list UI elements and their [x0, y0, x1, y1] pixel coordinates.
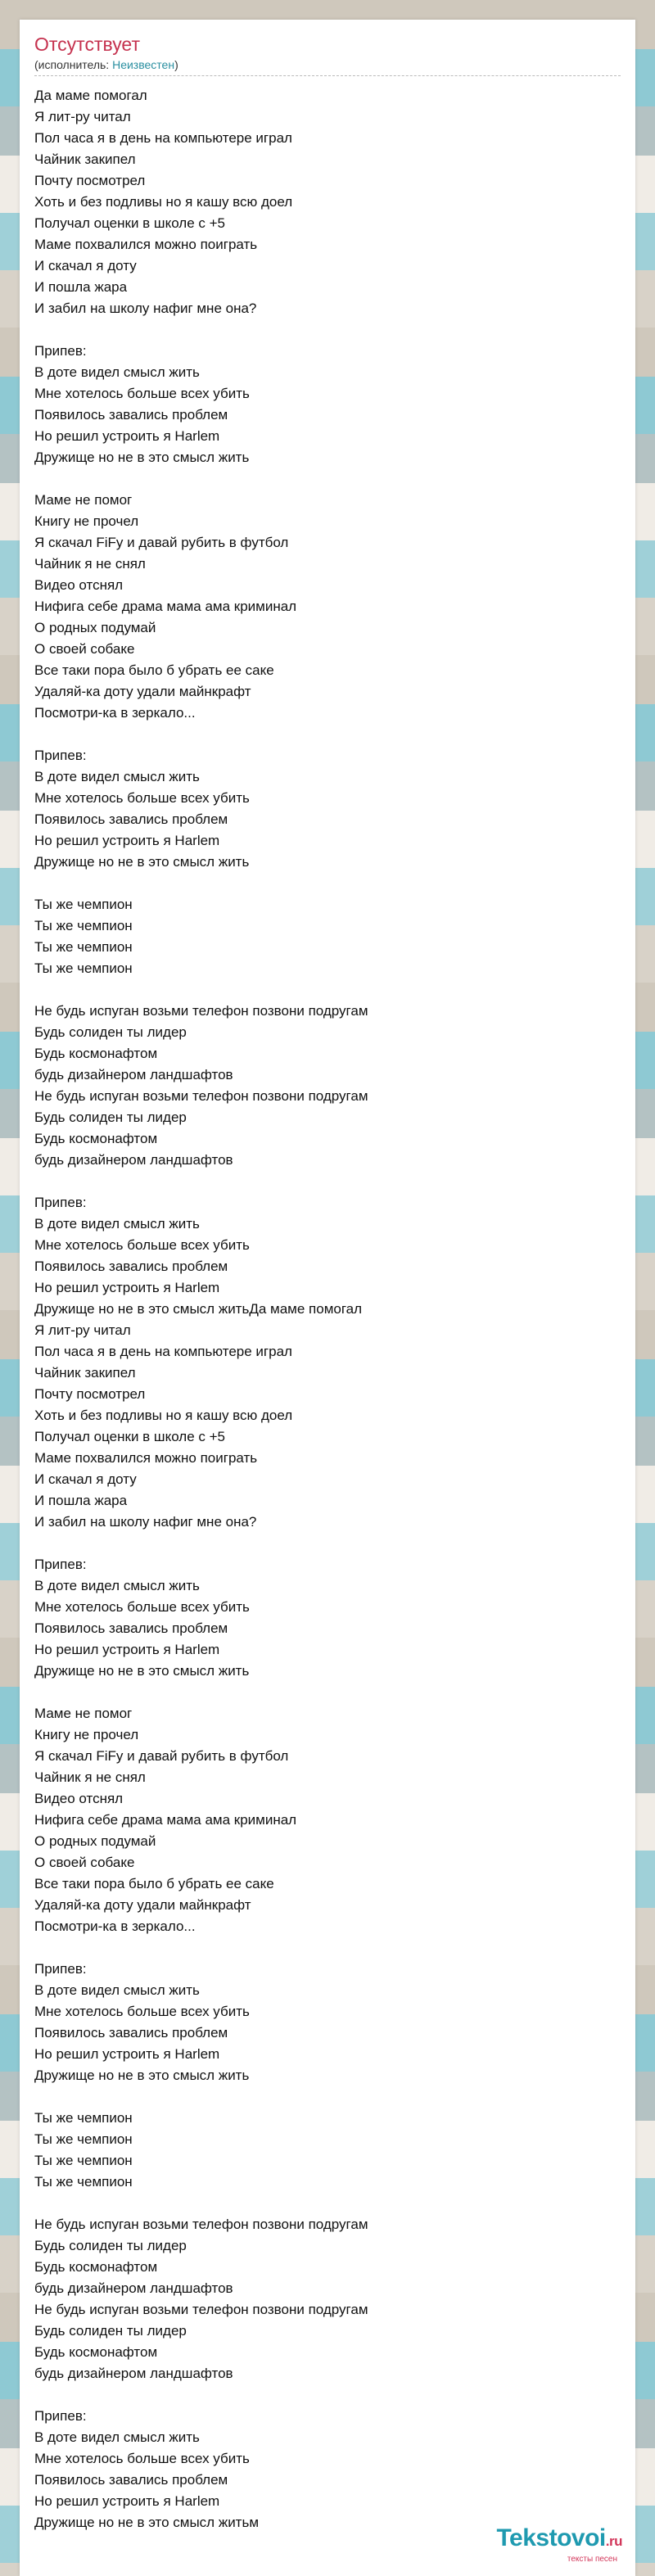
stanza-break — [34, 2086, 621, 2108]
lyric-line: О родных подумай — [34, 620, 156, 635]
lyric-line: О своей собаке — [34, 1855, 135, 1870]
lyric-line: В доте видел смысл жить — [34, 1578, 200, 1593]
stanza-break — [34, 979, 621, 1001]
lyric-line: Ты же чемпион — [34, 897, 133, 912]
song-header — [34, 33, 621, 72]
lyric-line: Но решил устроить я Harlem — [34, 2046, 220, 2062]
lyric-line: будь дизайнером ландшафтов — [34, 1067, 233, 1082]
stanza-break — [34, 1937, 621, 1959]
lyric-line: Мне хотелось больше всех убить — [34, 1237, 250, 1253]
lyric-line: Я скачал FiFy и давай рубить в футбол — [34, 535, 289, 550]
lyric-line: Ты же чемпион — [34, 960, 133, 976]
lyric-line: Дружище но не в это смысл житьДа маме помогал — [34, 1301, 363, 1317]
artist-suffix: ) — [174, 58, 178, 71]
lyric-line: будь дизайнером ландшафтов — [34, 1152, 233, 1168]
lyric-line: Все таки пора было б убрать ее саке — [34, 1876, 274, 1891]
stanza-break — [34, 873, 621, 894]
site-logo[interactable] — [496, 2525, 622, 2565]
lyric-line: Дружище но не в это смысл жить — [34, 450, 250, 465]
lyric-line: Не будь испуган возьми телефон позвони подругам — [34, 1003, 368, 1019]
lyric-line: Ты же чемпион — [34, 2174, 133, 2190]
lyric-line: Не будь испуган возьми телефон позвони подругам — [34, 2302, 368, 2317]
lyric-line: Маме похвалился можно поиграть — [34, 237, 258, 252]
lyric-line: Книгу не прочел — [34, 513, 139, 529]
logo-tld: .ru — [605, 2533, 622, 2549]
lyric-line: В доте видел смысл жить — [34, 1216, 200, 1232]
lyric-line: О родных подумай — [34, 1833, 156, 1849]
lyric-line: Но решил устроить я Harlem — [34, 428, 220, 444]
song-title: Отсутствует — [34, 34, 140, 55]
lyric-line: Чайник закипел — [34, 151, 136, 167]
lyric-line: Появилось завались проблем — [34, 2025, 228, 2040]
lyric-line: Видео отснял — [34, 1791, 124, 1806]
lyric-line: Посмотри-ка в зеркало... — [34, 1918, 196, 1934]
lyric-line: И пошла жара — [34, 279, 128, 295]
lyrics-text — [34, 85, 621, 2533]
lyric-line: Пол часа я в день на компьютере играл — [34, 1344, 292, 1359]
logo-tagline: тексты песен — [567, 2555, 617, 2564]
lyrics-card — [20, 20, 635, 2576]
lyric-line: Припев: — [34, 1961, 87, 1977]
lyric-line: Припев: — [34, 1195, 87, 1210]
lyric-line: Будь космонафтом — [34, 1131, 158, 1146]
stanza-break — [34, 1533, 621, 1554]
lyric-line: Будь солиден ты лидер — [34, 1024, 187, 1040]
lyric-line: Маме похвалился можно поиграть — [34, 1450, 258, 1466]
lyric-line: Будь космонафтом — [34, 1046, 158, 1061]
lyric-line: Припев: — [34, 343, 87, 359]
lyric-line: В доте видел смысл жить — [34, 364, 200, 380]
lyric-line: Видео отснял — [34, 577, 124, 593]
lyric-line: Хоть и без подливы но я кашу всю доел — [34, 194, 293, 210]
lyric-line: Припев: — [34, 748, 87, 763]
lyric-line: И пошла жара — [34, 1493, 128, 1508]
lyric-line: Мне хотелось больше всех убить — [34, 2451, 250, 2466]
lyric-line: Чайник я не снял — [34, 556, 146, 572]
lyric-line: Появилось завались проблем — [34, 407, 228, 423]
lyric-line: В доте видел смысл жить — [34, 769, 200, 784]
logo-name: Tekstovoi — [496, 2524, 606, 2551]
lyric-line: Не будь испуган возьми телефон позвони подругам — [34, 2217, 368, 2232]
lyric-line: Ты же чемпион — [34, 2153, 133, 2168]
lyric-line: Почту посмотрел — [34, 1386, 146, 1402]
lyric-line: Но решил устроить я Harlem — [34, 1280, 220, 1295]
lyric-line: Я лит-ру читал — [34, 1322, 131, 1338]
lyric-line: Но решил устроить я Harlem — [34, 1642, 220, 1657]
lyric-line: Мне хотелось больше всех убить — [34, 386, 250, 401]
lyric-line: Маме не помог — [34, 1706, 133, 1721]
lyric-line: И скачал я доту — [34, 258, 137, 273]
stanza-break — [34, 1682, 621, 1703]
lyric-line: Нифига себе драма мама ама криминал — [34, 1812, 297, 1828]
artist-prefix: (исполнитель: — [34, 58, 113, 71]
lyric-line: Будь солиден ты лидер — [34, 2238, 187, 2253]
stanza-break — [34, 2384, 621, 2406]
lyric-line: О своей собаке — [34, 641, 135, 657]
lyric-line: Книгу не прочел — [34, 1727, 139, 1742]
lyric-line: Хоть и без подливы но я кашу всю доел — [34, 1408, 293, 1423]
lyric-line: Чайник закипел — [34, 1365, 136, 1381]
lyric-line: Дружище но не в это смысл жить — [34, 854, 250, 870]
lyric-line: Но решил устроить я Harlem — [34, 2493, 220, 2509]
lyric-line: Припев: — [34, 1557, 87, 1572]
lyric-line: Да маме помогал — [34, 88, 147, 103]
lyric-line: Появилось завались проблем — [34, 1620, 228, 1636]
lyric-line: будь дизайнером ландшафтов — [34, 2280, 233, 2296]
lyric-line: Получал оценки в школе с +5 — [34, 215, 225, 231]
lyric-line: Мне хотелось больше всех убить — [34, 790, 250, 806]
lyric-line: И забил на школу нафиг мне она? — [34, 301, 257, 316]
lyric-line: Мне хотелось больше всех убить — [34, 2004, 250, 2019]
lyric-line: Ты же чемпион — [34, 918, 133, 933]
header-divider — [34, 75, 621, 76]
lyric-line: Будь космонафтом — [34, 2344, 158, 2360]
stanza-break — [34, 724, 621, 745]
lyric-line: Появилось завались проблем — [34, 1259, 228, 1274]
lyric-line: Появилось завались проблем — [34, 811, 228, 827]
lyric-line: В доте видел смысл жить — [34, 2429, 200, 2445]
lyric-line: Ты же чемпион — [34, 2110, 133, 2126]
lyric-line: Я лит-ру читал — [34, 109, 131, 124]
lyric-line: Чайник я не снял — [34, 1769, 146, 1785]
lyric-line: Почту посмотрел — [34, 173, 146, 188]
stanza-break — [34, 319, 621, 341]
lyric-line: Удаляй-ка доту удали майнкрафт — [34, 1897, 251, 1913]
stanza-break — [34, 468, 621, 490]
stanza-break — [34, 1171, 621, 1192]
lyric-line: Нифига себе драма мама ама криминал — [34, 599, 297, 614]
lyric-line: И забил на школу нафиг мне она? — [34, 1514, 257, 1530]
lyric-line: Дружище но не в это смысл жить — [34, 1663, 250, 1679]
lyric-line: В доте видел смысл жить — [34, 1982, 200, 1998]
lyric-line: Мне хотелось больше всех убить — [34, 1599, 250, 1615]
lyric-line: Будь космонафтом — [34, 2259, 158, 2275]
lyric-line: Я скачал FiFy и давай рубить в футбол — [34, 1748, 289, 1764]
lyric-line: Все таки пора было б убрать ее саке — [34, 662, 274, 678]
lyric-line: Удаляй-ка доту удали майнкрафт — [34, 684, 251, 699]
lyric-line: Не будь испуган возьми телефон позвони подругам — [34, 1088, 368, 1104]
lyric-line: Будь солиден ты лидер — [34, 1109, 187, 1125]
lyric-line: Получал оценки в школе с +5 — [34, 1429, 225, 1444]
lyric-line: Будь солиден ты лидер — [34, 2323, 187, 2339]
lyric-line: Дружище но не в это смысл житьм — [34, 2515, 260, 2530]
lyric-line: Но решил устроить я Harlem — [34, 833, 220, 848]
lyric-line: Пол часа я в день на компьютере играл — [34, 130, 292, 146]
lyric-line: Припев: — [34, 2408, 87, 2424]
lyric-line: Появилось завались проблем — [34, 2472, 228, 2488]
lyric-line: Ты же чемпион — [34, 939, 133, 955]
lyric-line: Маме не помог — [34, 492, 133, 508]
lyric-line: Дружище но не в это смысл жить — [34, 2068, 250, 2083]
stanza-break — [34, 2193, 621, 2214]
lyric-line: Посмотри-ка в зеркало... — [34, 705, 196, 721]
artist-line — [34, 57, 621, 72]
lyric-line: будь дизайнером ландшафтов — [34, 2366, 233, 2381]
artist-link[interactable]: Неизвестен — [112, 58, 175, 71]
lyric-line: Ты же чемпион — [34, 2131, 133, 2147]
lyric-line: И скачал я доту — [34, 1471, 137, 1487]
